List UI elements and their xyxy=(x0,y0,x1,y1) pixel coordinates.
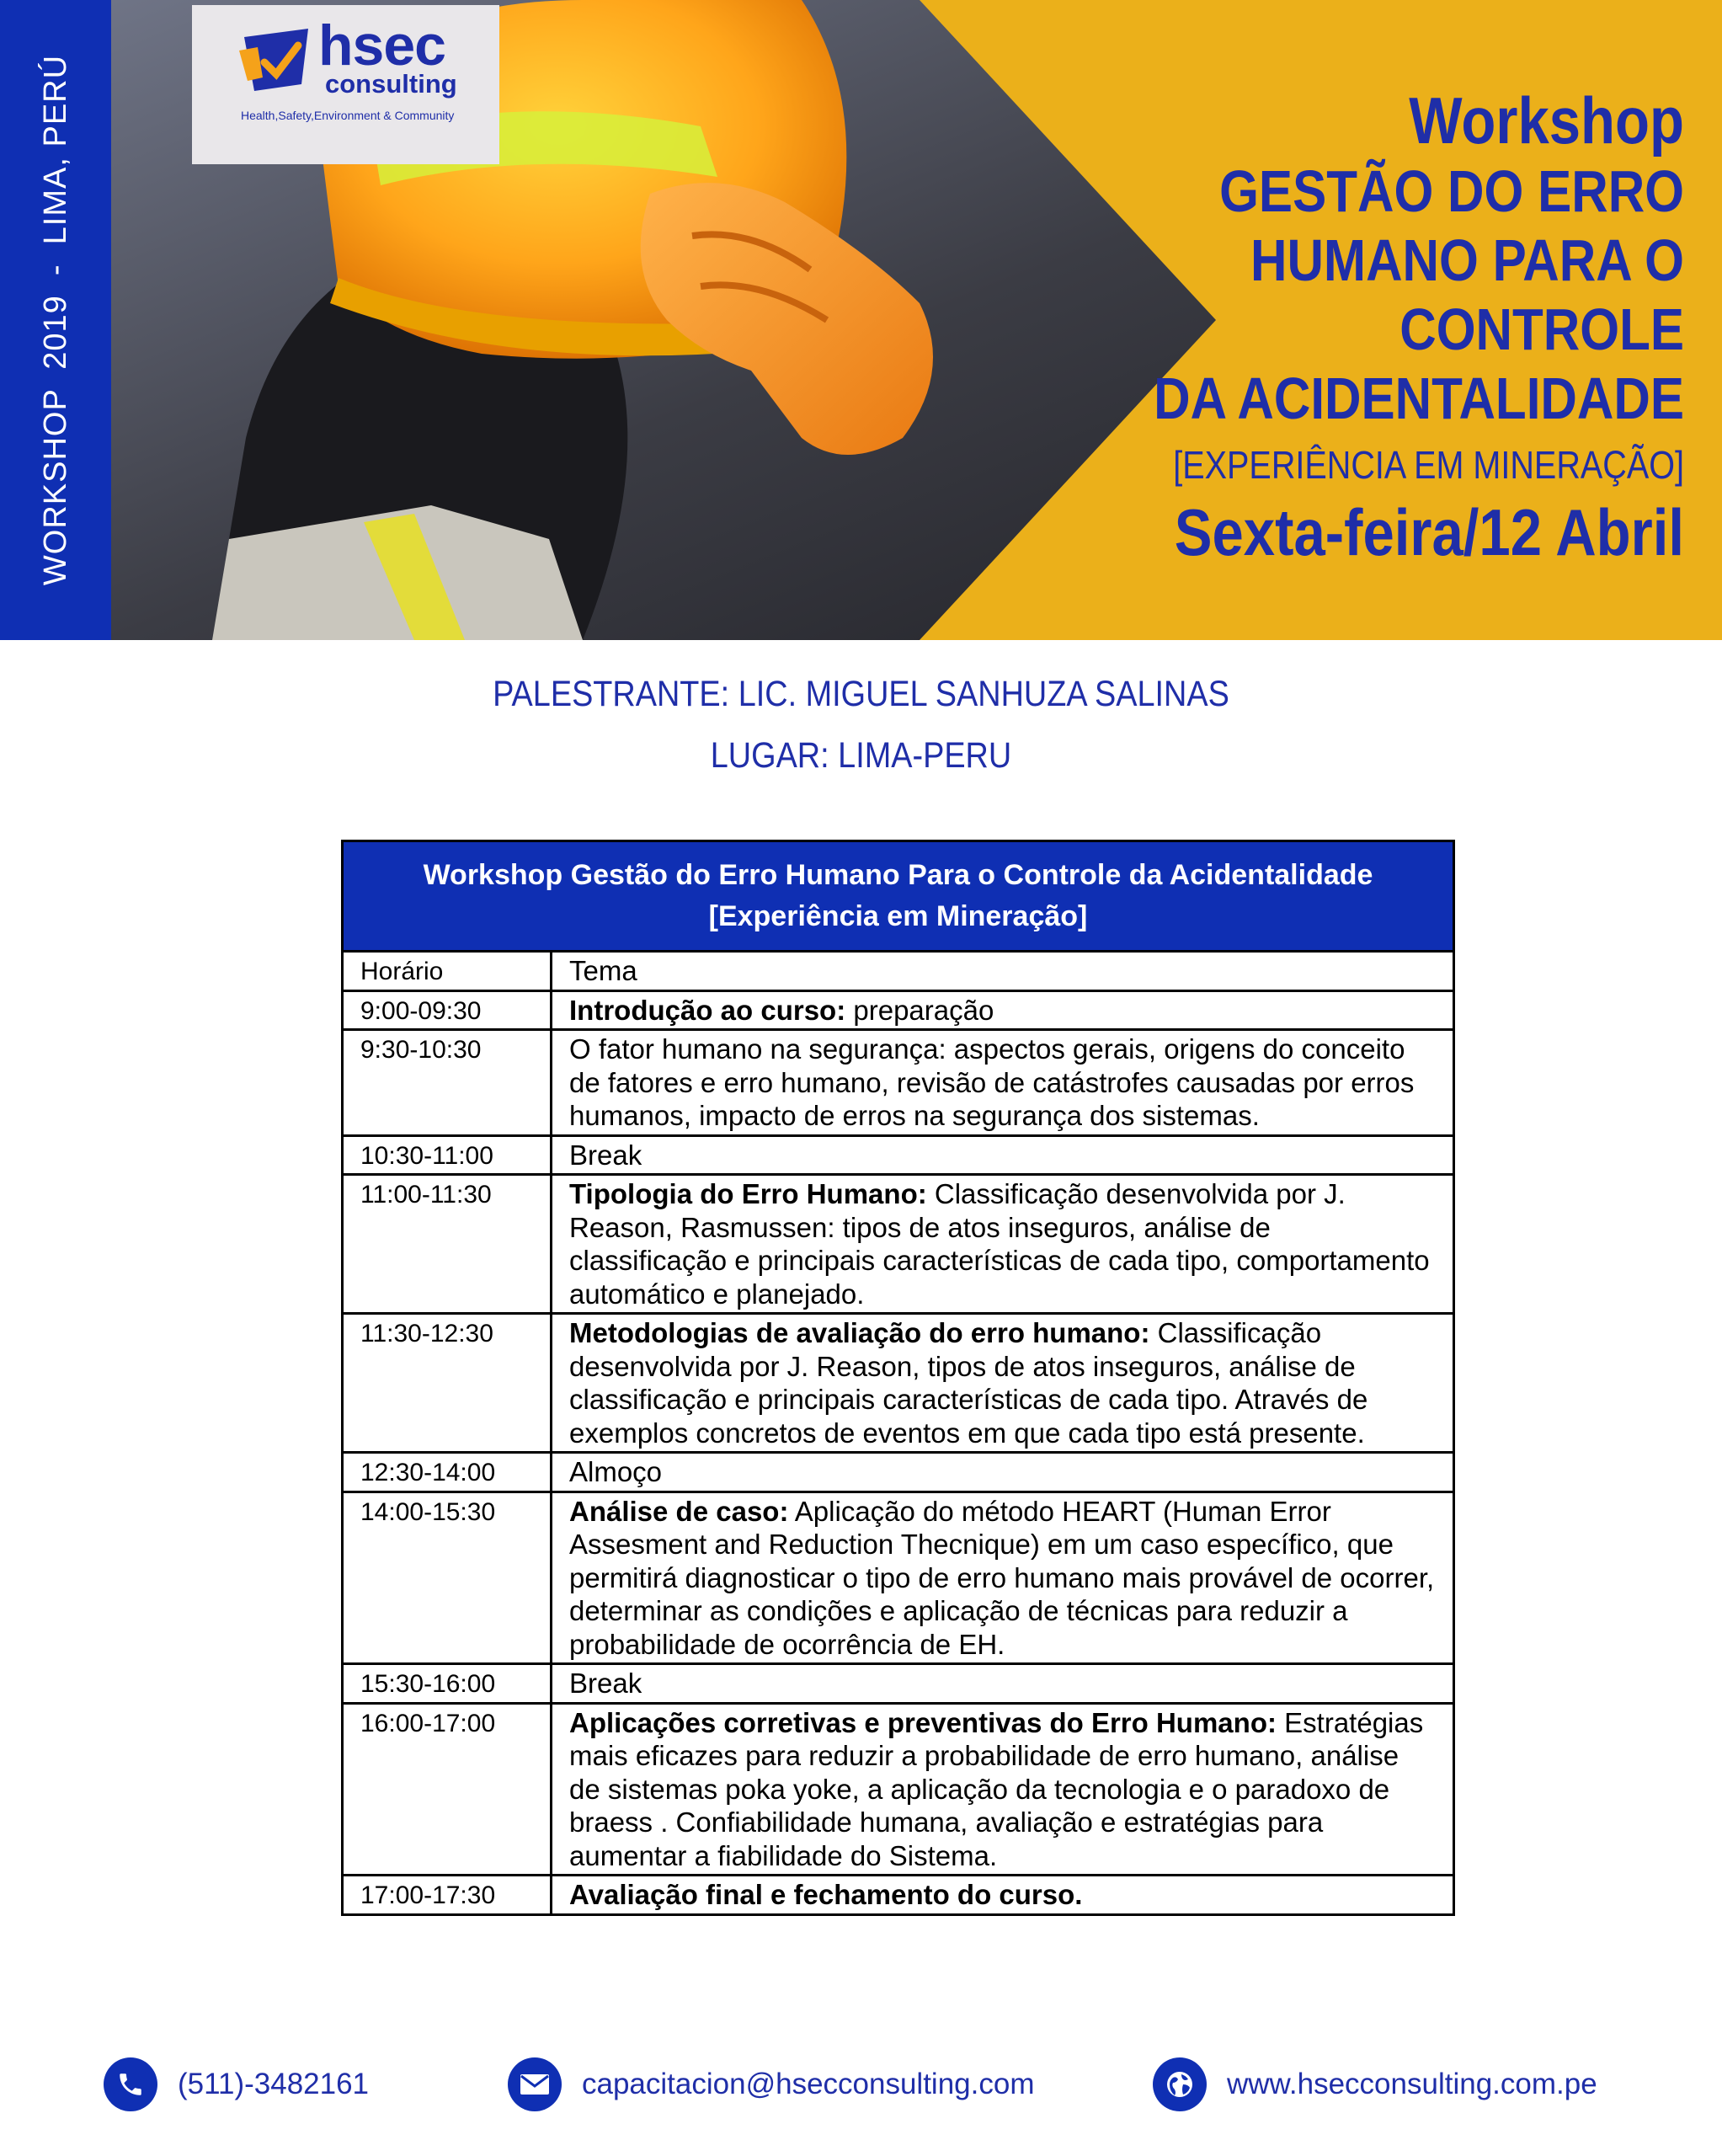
schedule-table xyxy=(341,840,1455,1916)
row-time: 11:00-11:30 xyxy=(344,1176,552,1312)
table-row xyxy=(344,1312,1453,1451)
table-row xyxy=(344,1028,1453,1134)
title-block xyxy=(926,84,1684,571)
table-title xyxy=(344,842,1453,950)
logo-main-text: hsec xyxy=(318,13,445,77)
row-topic xyxy=(552,992,1453,1029)
place-line: LUGAR: LIMA-PERU xyxy=(710,735,1012,776)
header-topic: Tema xyxy=(569,955,637,986)
logo-tagline: Health,Safety,Environment & Community xyxy=(241,109,455,122)
row-topic-text: Aplicação do método HEART (Human Error Assesment and Reduction Thecnique) em um caso específico, que permitirá diagnosticar o tipo de erro humano mais provável de ocorrer, determinar as condições e aplicação de técnicas para reduzir a probabilidade de ocorrência de EH. xyxy=(569,1495,1435,1660)
hsec-logo xyxy=(192,5,499,164)
row-time: 9:00-09:30 xyxy=(344,992,552,1029)
row-topic-text: Estratégias mais eficazes para reduzir a probabilidade de erro humano, análise de sistemas poka yoke, a aplicação da tecnologia e o paradoxo de braess . Confiabilidade humana, avaliação e estratégias para aumentar a fiabilidade do Sistema. xyxy=(569,1706,1424,1871)
globe-icon xyxy=(1153,2057,1207,2111)
row-topic xyxy=(552,1137,1453,1174)
header-time: Horário xyxy=(344,953,552,990)
table-row xyxy=(344,1874,1453,1913)
phone-number: (511)-3482161 xyxy=(178,2068,370,2100)
title-line-1: GESTÃO DO ERRO xyxy=(1219,158,1684,224)
table-row xyxy=(344,1702,1453,1875)
row-topic xyxy=(552,1031,1453,1134)
row-topic xyxy=(552,1493,1453,1663)
header-banner xyxy=(0,0,1722,640)
table-row xyxy=(344,1173,1453,1312)
row-topic-heading: Aplicações corretivas e preventivas do Erro Humano: xyxy=(569,1706,1277,1738)
row-topic-text: Almoço xyxy=(569,1456,663,1487)
table-row xyxy=(344,1134,1453,1174)
phone-icon xyxy=(104,2057,157,2111)
title-line-3: CONTROLE xyxy=(1399,296,1684,362)
table-title-line-1: Workshop Gestão do Erro Humano Para o Controle da Acidentalidade xyxy=(423,859,1373,891)
row-topic-text: Classificação desenvolvida por J. Reason, tipos de atos inseguros, análise de classificação e principais características de cada tipo. Através de exemplos concretos de eventos em que cada tipo está presente. xyxy=(569,1317,1368,1449)
row-topic-heading: Tipologia do Erro Humano: xyxy=(569,1178,927,1209)
table-row xyxy=(344,1662,1453,1702)
title-line-4: DA ACIDENTALIDADE xyxy=(1154,366,1684,431)
table-title-line-2: [Experiência em Mineração] xyxy=(708,900,1088,932)
row-time: 16:00-17:00 xyxy=(344,1705,552,1875)
phone-contact[interactable] xyxy=(104,2055,369,2114)
website-url: www.hsecconsulting.com.pe xyxy=(1227,2068,1597,2100)
row-topic xyxy=(552,1315,1453,1451)
side-band xyxy=(0,0,111,640)
title-line-2: HUMANO PARA O xyxy=(1250,227,1684,293)
table-row xyxy=(344,990,1453,1029)
logo-mark-icon xyxy=(239,25,317,99)
row-topic xyxy=(552,1454,1453,1491)
row-topic-text: Break xyxy=(569,1668,642,1699)
email-address: capacitacion@hsecconsulting.com xyxy=(582,2068,1035,2100)
row-topic-text: Classificação desenvolvida por J. Reason, Rasmussen: tipos de atos inseguros, análise de classificação e principais características de cada tipo, comportamento automático e planejado. xyxy=(569,1178,1430,1310)
row-time: 11:30-12:30 xyxy=(344,1315,552,1451)
row-time: 9:30-10:30 xyxy=(344,1031,552,1134)
row-topic-text: preparação xyxy=(845,994,994,1026)
website-contact[interactable] xyxy=(1153,2055,1597,2114)
row-topic-text: O fator humano na segurança: aspectos gerais, origens do conceito de fatores e erro humano, revisão de catástrofes causadas por erros humanos, impacto de erros na segurança dos sistemas. xyxy=(569,1033,1415,1131)
title-subtitle: [EXPERIÊNCIA EM MINERAÇÃO] xyxy=(1173,443,1684,487)
row-time: 14:00-15:30 xyxy=(344,1493,552,1663)
row-time: 12:30-14:00 xyxy=(344,1454,552,1491)
row-topic xyxy=(552,1876,1453,1913)
row-time: 10:30-11:00 xyxy=(344,1137,552,1174)
row-time: 15:30-16:00 xyxy=(344,1665,552,1702)
email-contact[interactable] xyxy=(508,2055,1034,2114)
row-topic-heading: Metodologias de avaliação do erro humano: xyxy=(569,1317,1150,1348)
row-time: 17:00-17:30 xyxy=(344,1876,552,1913)
row-topic xyxy=(552,1665,1453,1702)
table-header-row xyxy=(344,950,1453,990)
table-row xyxy=(344,1491,1453,1663)
envelope-icon xyxy=(508,2057,562,2111)
side-label: WORKSHOP 2019 - LIMA, PERÚ xyxy=(38,54,73,586)
row-topic xyxy=(552,1705,1453,1875)
row-topic-heading: Introdução ao curso: xyxy=(569,994,846,1026)
table-row xyxy=(344,1451,1453,1491)
row-topic xyxy=(552,1176,1453,1312)
logo-sub-text: consulting xyxy=(325,69,457,99)
speaker-line: PALESTRANTE: LIC. MIGUEL SANHUZA SALINAS xyxy=(493,674,1229,714)
event-date: Sexta-feira/12 Abril xyxy=(1174,495,1684,569)
title-workshop: Workshop xyxy=(1409,83,1684,157)
row-topic-text: Break xyxy=(569,1139,642,1171)
row-topic-heading: Avaliação final e fechamento do curso. xyxy=(569,1879,1083,1910)
row-topic-heading: Análise de caso: xyxy=(569,1495,789,1527)
